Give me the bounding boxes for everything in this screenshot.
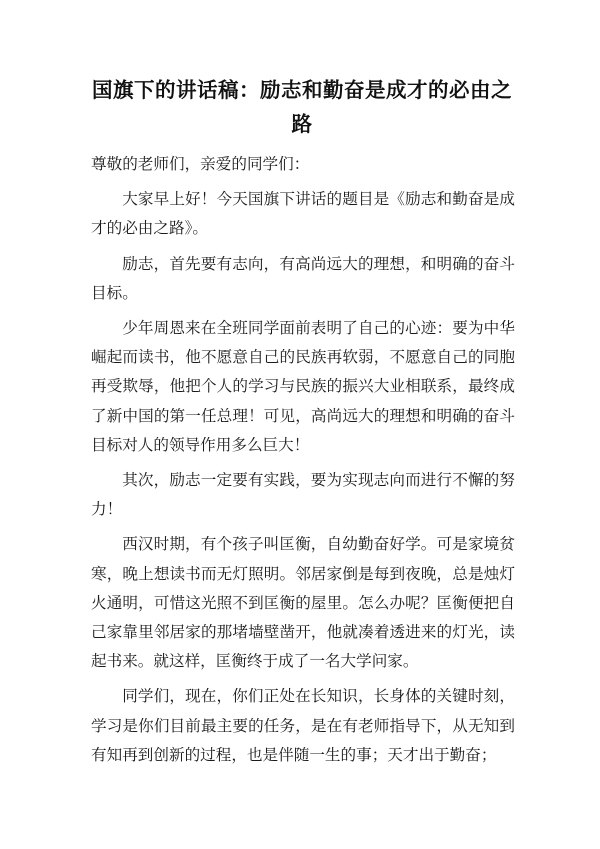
paragraph: 同学们，现在，你们正处在长知识，长身体的关键时刻，学习是你们目前最主要的任务，是在有老师指导下，从无知到有知再到创新的过程，也是伴随一生的事；天才出于勤奋； bbox=[91, 687, 515, 764]
paragraph: 少年周恩来在全班同学面前表明了自己的心迹：要为中华崛起而读书，他不愿意自己的民族再软弱，不愿意自己的同胞再受欺辱，他把个人的学习与民族的振兴大业相联系，最终成了新中国的第一任总理！可见，高尚远大的理想和明确的奋斗目标对人的领导作用多么巨大！ bbox=[91, 319, 515, 454]
paragraph: 西汉时期，有个孩子叫匡衡，自幼勤奋好学。可是家境贫寒，晚上想读书而无灯照明。邻居家倒是每到夜晚，总是烛灯火通明，可惜这光照不到匡衡的屋里。怎么办呢？匡衡便把自己家靠里邻居家的那堵墙壁凿开，他就凑着透进来的灯光，读起书来。就这样，匡衡终于成了一名大学问家。 bbox=[91, 535, 515, 671]
document-title: 国旗下的讲话稿：励志和勤奋是成才的必由之路 bbox=[92, 78, 512, 136]
paragraph: 其次，励志一定要有实践，要为实现志向而进行不懈的努力！ bbox=[91, 471, 515, 519]
document-body bbox=[91, 150, 515, 770]
paragraph: 励志，首先要有志向，有高尚远大的理想，和明确的奋斗目标。 bbox=[91, 254, 515, 302]
paragraph: 大家早上好！今天国旗下讲话的题目是《励志和勤奋是成才的必由之路》。 bbox=[91, 190, 515, 238]
salutation: 尊敬的老师们，亲爱的同学们： bbox=[91, 155, 310, 173]
